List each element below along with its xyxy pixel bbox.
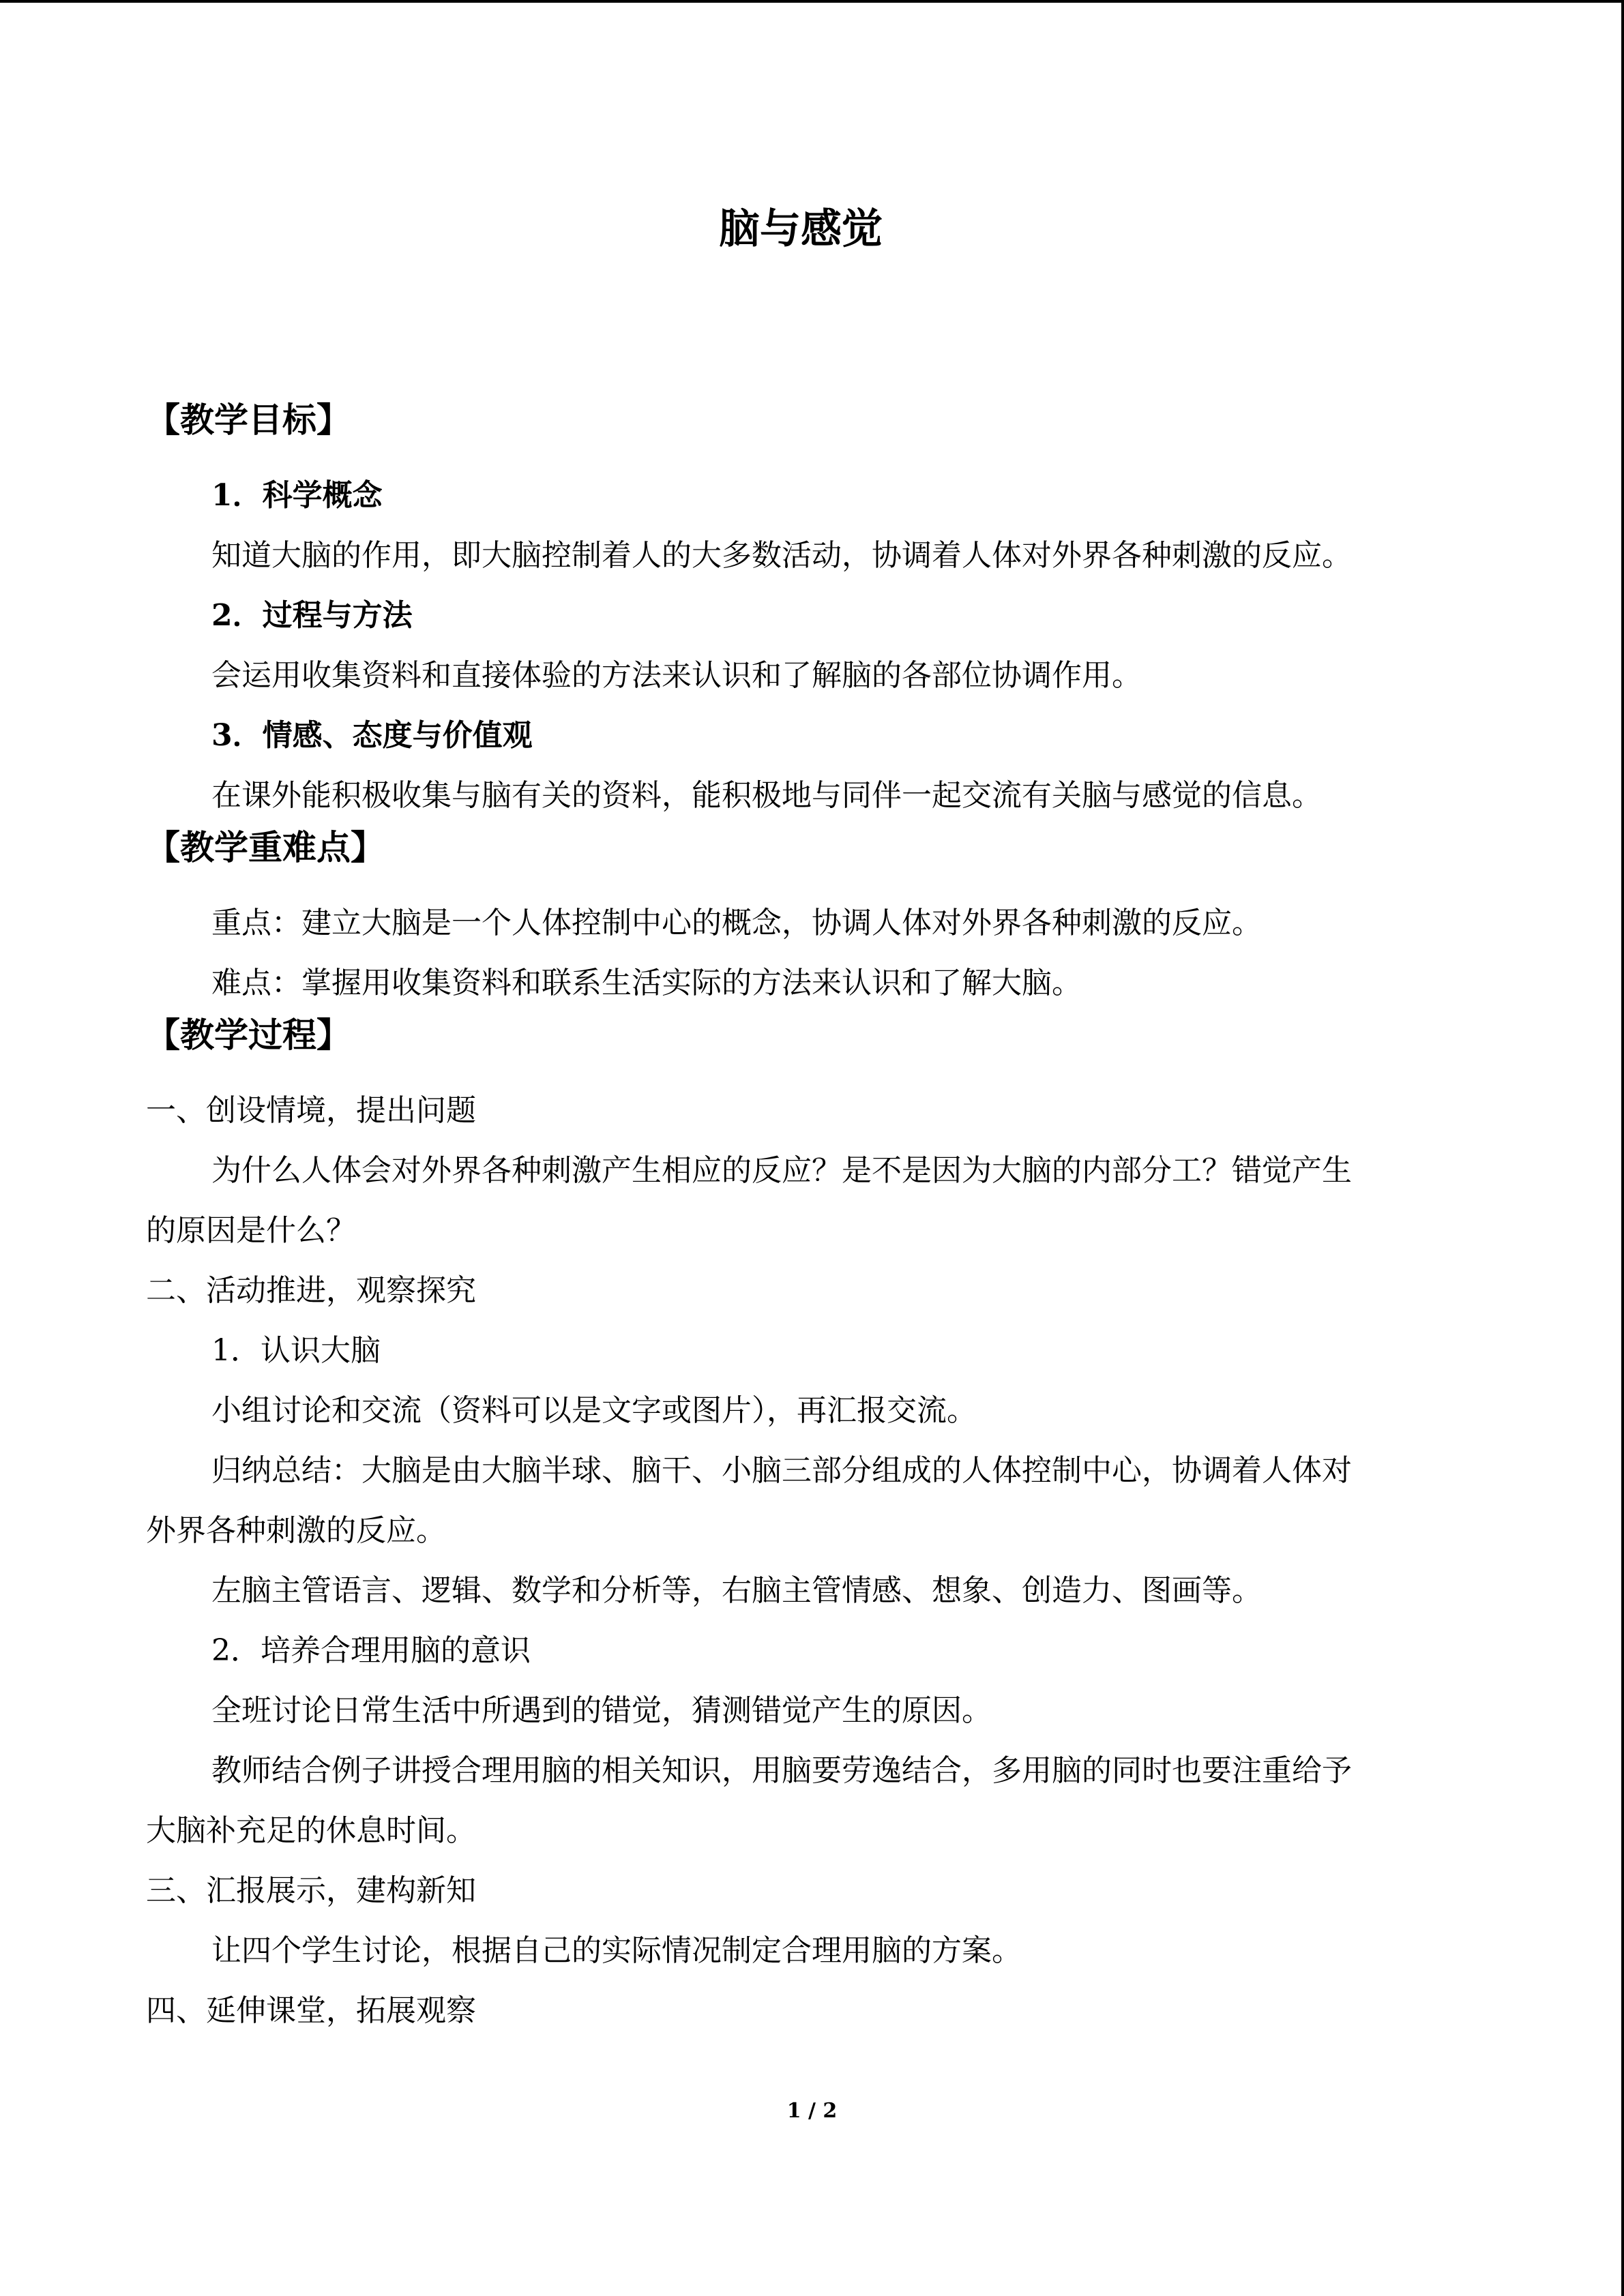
step2-sub1-p3: 左脑主管语言、逻辑、数学和分析等，右脑主管情感、想象、创造力、图画等。 bbox=[211, 1573, 1262, 1608]
step4-title: 四、延伸课堂，拓展观察 bbox=[146, 1993, 476, 2028]
step3-title: 三、汇报展示，建构新知 bbox=[146, 1873, 476, 1908]
step2-sub2-p1: 全班讨论日常生活中所遇到的错觉，猜测错觉产生的原因。 bbox=[211, 1693, 992, 1728]
step2-sub2-title: 2．培养合理用脑的意识 bbox=[211, 1633, 531, 1668]
goals-list bbox=[146, 466, 1456, 826]
step2-sub1-p2-line2: 外界各种刺激的反应。 bbox=[146, 1513, 446, 1548]
process-list bbox=[146, 1081, 1456, 2041]
page-top-border bbox=[0, 0, 1624, 3]
difficult-point: 难点：掌握用收集资料和联系生活实际的方法来认识和了解大脑。 bbox=[211, 966, 1082, 1000]
goal-text-1: 知道大脑的作用，即大脑控制着人的大多数活动，协调着人体对外界各种刺激的反应。 bbox=[211, 538, 1352, 573]
page-right-border bbox=[1621, 0, 1624, 2296]
step2-title: 二、活动推进，观察探究 bbox=[146, 1273, 476, 1308]
step3-text: 让四个学生讨论，根据自己的实际情况制定合理用脑的方案。 bbox=[211, 1933, 1022, 1968]
key-point: 重点：建立大脑是一个人体控制中心的概念，协调人体对外界各种刺激的反应。 bbox=[211, 906, 1262, 940]
step2-sub1-p1: 小组讨论和交流（资料可以是文字或图片），再汇报交流。 bbox=[211, 1393, 977, 1428]
step2-sub2-p2-line2: 大脑补充足的休息时间。 bbox=[146, 1813, 476, 1848]
step2-sub2-p2-line1: 教师结合例子讲授合理用脑的相关知识，用脑要劳逸结合，多用脑的同时也要注重给予 bbox=[211, 1753, 1352, 1788]
goal-label-1: 1．科学概念 bbox=[211, 478, 383, 513]
keypoints-list bbox=[146, 893, 1456, 1013]
page-title: 脑与感觉 bbox=[719, 205, 883, 253]
goal-label-2: 2．过程与方法 bbox=[211, 598, 413, 633]
document-page bbox=[146, 205, 1456, 2041]
step2-sub1-title: 1．认识大脑 bbox=[211, 1333, 381, 1368]
section-heading-process: 【教学过程】 bbox=[146, 1015, 351, 1055]
section-heading-goals: 【教学目标】 bbox=[146, 400, 351, 440]
goal-label-3: 3．情感、态度与价值观 bbox=[211, 718, 533, 753]
page-number: 1 / 2 bbox=[786, 2099, 838, 2123]
goal-text-3: 在课外能积极收集与脑有关的资料，能积极地与同伴一起交流有关脑与感觉的信息。 bbox=[211, 778, 1322, 813]
step1-title: 一、创设情境，提出问题 bbox=[146, 1093, 476, 1128]
goal-text-2: 会运用收集资料和直接体验的方法来认识和了解脑的各部位协调作用。 bbox=[211, 658, 1142, 693]
step1-text-line2: 的原因是什么？ bbox=[146, 1213, 356, 1248]
section-heading-keypoints: 【教学重难点】 bbox=[146, 828, 385, 867]
step2-sub1-p2-line1: 归纳总结：大脑是由大脑半球、脑干、小脑三部分组成的人体控制中心，协调着人体对 bbox=[211, 1453, 1352, 1488]
step1-text-line1: 为什么人体会对外界各种刺激产生相应的反应？是不是因为大脑的内部分工？错觉产生 bbox=[211, 1153, 1352, 1188]
